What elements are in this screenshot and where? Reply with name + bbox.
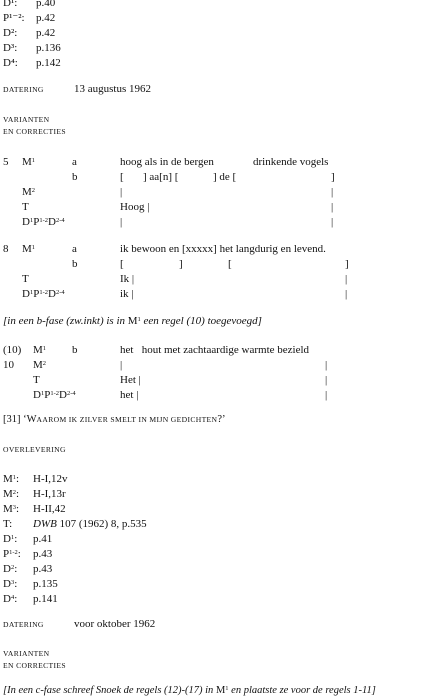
- source-value: p.43: [33, 548, 53, 560]
- variant-text: het |: [120, 389, 139, 401]
- variant-bar: |: [345, 273, 348, 285]
- source-value: H-I,12v: [33, 473, 68, 485]
- top-list-value-d1: p.40: [36, 0, 56, 9]
- source-label-t: T:: [3, 518, 13, 530]
- editorial-note: [3, 686, 376, 697]
- variant-bar: |: [120, 186, 123, 198]
- datering-value: 13 augustus 1962: [74, 83, 151, 95]
- journal-title: DWB: [33, 518, 57, 530]
- variant-bar: |: [331, 186, 334, 198]
- top-list-value-d4: p.142: [36, 57, 61, 69]
- sigle: $M^2$: [22, 186, 36, 198]
- variant-bracket: [: [228, 258, 232, 270]
- source-value: [33, 519, 147, 530]
- phase-letter: a: [72, 243, 77, 255]
- sigle: T: [22, 273, 29, 285]
- note-sigle: $M^1$: [215, 685, 229, 696]
- variant-bracket: [: [120, 171, 124, 183]
- variant-bracket: ]: [179, 258, 183, 270]
- top-list-label-d3: D³:: [3, 42, 18, 54]
- sigle: T: [33, 374, 40, 386]
- source-value: H-II,42: [33, 503, 66, 515]
- top-list-value-d2: p.42: [36, 27, 56, 39]
- top-list-label-d2: D²:: [3, 27, 18, 39]
- line-number: 5: [3, 156, 9, 168]
- sigle: $D^1P^{1-2}D^{2-4}$: [22, 288, 65, 300]
- variant-text: Het |: [120, 374, 141, 386]
- line-number: 10: [3, 359, 14, 371]
- variant-bar: |: [120, 216, 123, 228]
- variant-text: het hout met zachtaardige warmte bezield: [120, 344, 310, 356]
- sigle: $M^1$: [22, 156, 36, 168]
- variant-text: Ik |: [120, 273, 135, 285]
- variant-bar: |: [325, 389, 328, 401]
- variant-text: ] aa[n] [: [143, 171, 179, 183]
- variant-bar: |: [345, 288, 348, 300]
- top-list-value-p12: p.42: [36, 12, 56, 24]
- source-label-m1: $M^1$:: [3, 473, 20, 485]
- top-list-label-d4: D⁴:: [3, 57, 18, 69]
- datering-label: DATERING: [3, 620, 44, 629]
- source-label-p12: $P^{1-2}$:: [3, 548, 21, 560]
- note-text: een regel (10) toegevoegd]: [140, 315, 262, 327]
- sigle: $D^1P^{1-2}D^{2-4}$: [33, 389, 76, 401]
- variant-text: drinkende vogels: [253, 156, 329, 168]
- source-label-d2: $D^2$:: [3, 563, 18, 575]
- variant-bar: |: [325, 374, 328, 386]
- top-list-value-d3: p.136: [36, 42, 61, 54]
- overlevering-heading: OVERLEVERING: [3, 445, 66, 454]
- sigle: T: [22, 201, 29, 213]
- note-text: [In een c-fase schreef Snoek de regels (12)-(17) in: [3, 685, 216, 696]
- sigle: $M^2$: [33, 359, 47, 371]
- variant-text: ik bewoon en [xxxxx] het langdurig en levend.: [120, 243, 326, 255]
- source-label-d4: $D^4$:: [3, 593, 18, 605]
- source-value: p.41: [33, 533, 53, 545]
- varianten-heading: VARIANTEN: [3, 649, 50, 658]
- note-text: [in een b-fase (zw.inkt) is in: [3, 315, 128, 327]
- phase-letter: b: [72, 344, 78, 356]
- source-label-d1: $D^1$:: [3, 533, 18, 545]
- note-text: en plaatste ze voor de regels 1-11]: [228, 685, 376, 696]
- variant-text: ] de [: [213, 171, 237, 183]
- source-value: H-I,13r: [33, 488, 66, 500]
- datering-label: DATERING: [3, 85, 44, 94]
- correcties-heading: EN CORRECTIES: [3, 661, 66, 670]
- variant-bracket: ]: [331, 171, 335, 183]
- phase-letter: a: [72, 156, 77, 168]
- correcties-heading: EN CORRECTIES: [3, 127, 66, 136]
- journal-ref: 107 (1962) 8, p.535: [56, 518, 147, 530]
- variant-bracket: ]: [345, 258, 349, 270]
- source-value: p.141: [33, 593, 58, 605]
- source-label-m3: $M^3$:: [3, 503, 20, 515]
- source-label-d3: $D^3$:: [3, 578, 18, 590]
- variant-bar: |: [325, 359, 328, 371]
- source-label-m2: $M^2$:: [3, 488, 20, 500]
- variant-bar: |: [331, 216, 334, 228]
- top-list-label-p12: P¹⁻²:: [3, 12, 25, 24]
- sigle: $D^1P^{1-2}D^{2-4}$: [22, 216, 65, 228]
- variant-text: Hoog |: [120, 201, 150, 213]
- variant-text: hoog als in de bergen: [120, 156, 214, 168]
- datering-value: voor oktober 1962: [74, 618, 156, 630]
- line-number: 8: [3, 243, 9, 255]
- editorial-note: [3, 316, 262, 327]
- phase-letter: b: [72, 171, 78, 183]
- varianten-heading: VARIANTEN: [3, 115, 50, 124]
- note-sigle: $M^1$: [127, 315, 141, 327]
- variant-text: ik |: [120, 288, 134, 300]
- line-number: (10): [3, 344, 22, 356]
- poem-title: [31] ‘WAAROM IK ZILVER SMELT IN MIJN GEDICHTEN?’: [3, 414, 226, 425]
- variant-bar: |: [120, 359, 123, 371]
- source-value: p.43: [33, 563, 53, 575]
- top-list-label-d1: D¹:: [3, 0, 18, 9]
- sigle: $M^1$: [22, 243, 36, 255]
- variant-bar: |: [331, 201, 334, 213]
- sigle: $M^1$: [33, 344, 47, 356]
- phase-letter: b: [72, 258, 78, 270]
- variant-bracket: [: [120, 258, 124, 270]
- source-value: p.135: [33, 578, 58, 590]
